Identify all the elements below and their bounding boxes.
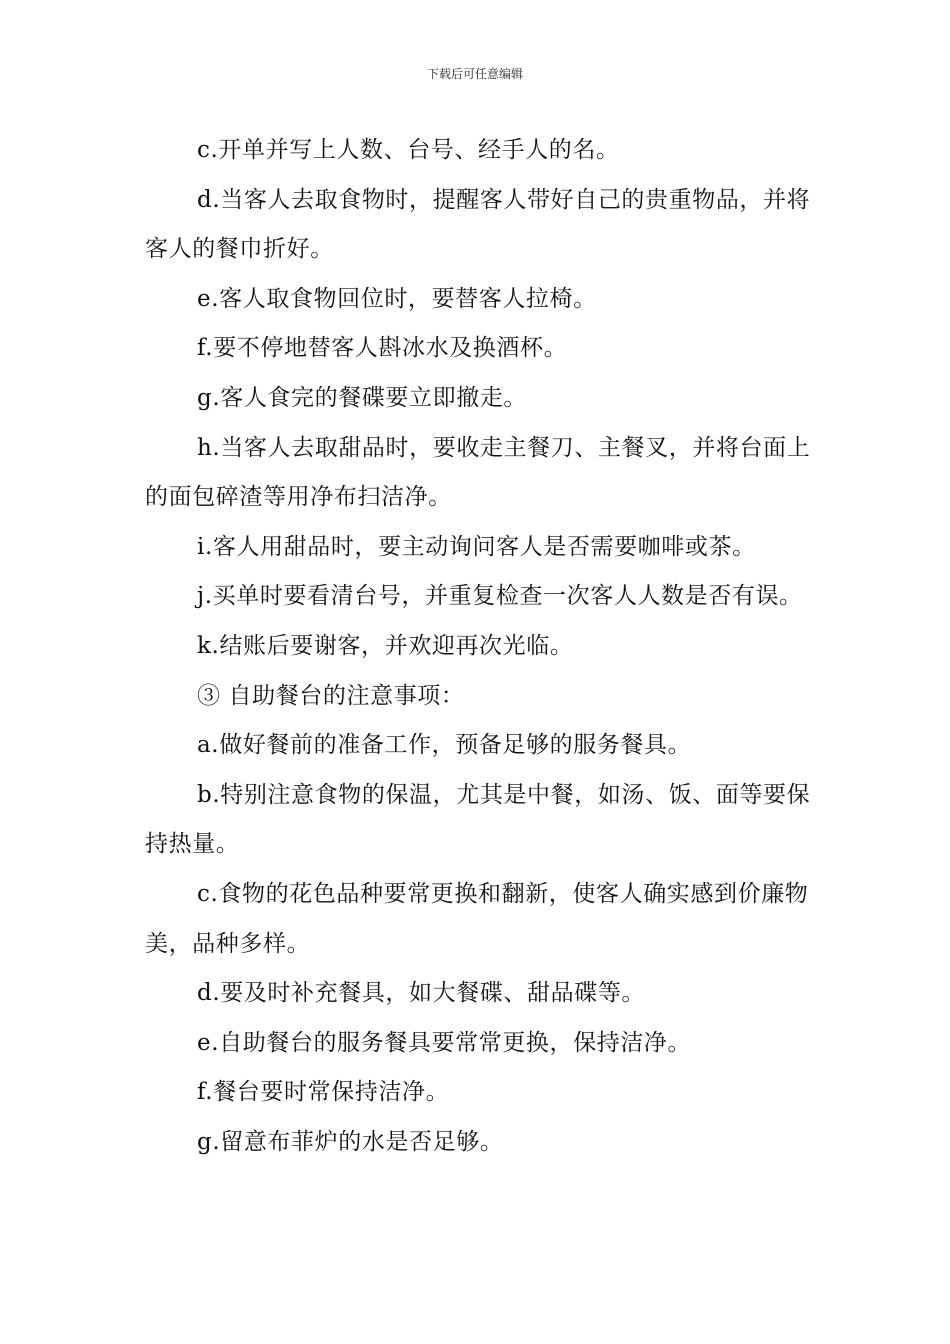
paragraph-j-bill: j.买单时要看清台号，并重复检查一次客人人数是否有误。 <box>197 583 803 610</box>
paragraph-d-valuables: d.当客人去取食物时，提醒客人带好自己的贵重物品，并将客人的餐巾折好。 <box>145 186 811 263</box>
paragraph-g-chafing-water: g.留意布菲炉的水是否足够。 <box>197 1128 504 1155</box>
paragraph-i-coffee: i.客人用甜品时，要主动询问客人是否需要咖啡或茶。 <box>197 533 756 560</box>
paragraph-e-utensils: e.自助餐台的服务餐具要常常更换，保持洁净。 <box>197 1029 692 1056</box>
paragraph-c-order: c.开单并写上人数、台号、经手人的名。 <box>197 137 620 163</box>
document-body <box>145 126 815 1167</box>
paragraph-d-replenish: d.要及时补充餐具，如大餐碟、甜品碟等。 <box>197 980 646 1007</box>
paragraph-e-chair: e.客人取食物回位时，要替客人拉椅。 <box>197 285 597 312</box>
paragraph-c-variety: c.食物的花色品种要常更换和翻新，使客人确实感到价廉物美，品种多样。 <box>145 880 809 957</box>
page-header-note: 下载后可任意编辑 <box>426 67 523 81</box>
paragraph-f-clean: f.餐台要时常保持洁净。 <box>197 1079 450 1106</box>
paragraph-g-plates: g.客人食完的餐碟要立即撤走。 <box>197 384 528 411</box>
paragraph-k-thanks: k.结账后要谢客，并欢迎再次光临。 <box>197 632 574 659</box>
paragraph-h-dessert: h.当客人去取甜品时，要收走主餐刀、主餐叉，并将台面上的面包碎渣等用净布扫洁净。 <box>145 434 811 511</box>
paragraph-f-ice-water: f.要不停地替客人斟冰水及换酒杯。 <box>197 335 568 362</box>
section-heading-buffet: ③ 自助餐台的注意事项： <box>197 682 465 709</box>
paragraph-b-warmth: b.特别注意食物的保温，尤其是中餐，如汤、饭、面等要保持热量。 <box>145 781 811 858</box>
paragraph-a-preparation: a.做好餐前的准备工作，预备足够的服务餐具。 <box>197 732 692 759</box>
